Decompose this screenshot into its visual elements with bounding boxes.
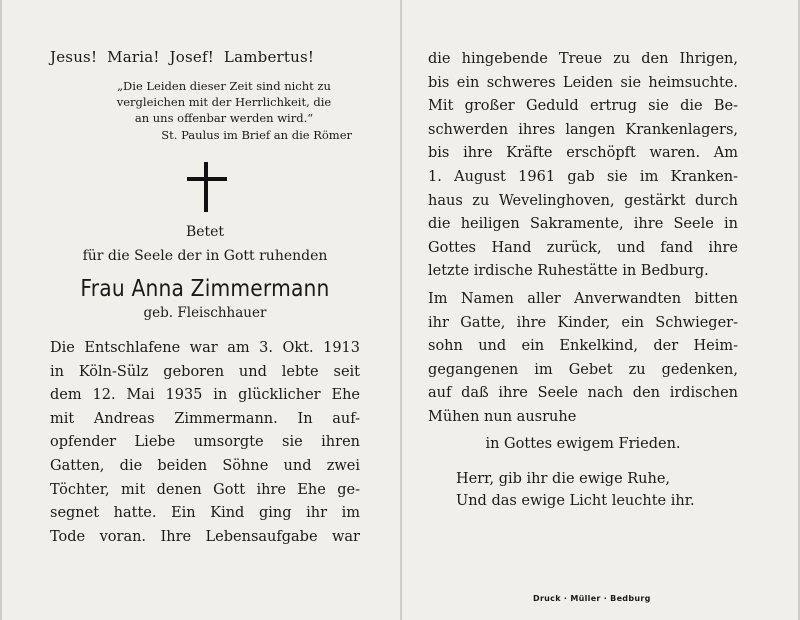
deceased-name: Frau Anna Zimmermann — [80, 276, 330, 302]
text-line: Tode voran. Ihre Lebensaufgabe war — [50, 528, 360, 545]
right-panel — [428, 48, 738, 512]
text-line: Gatten, die beiden Söhne und zwei — [50, 457, 360, 474]
text-line: segnet hatte. Ein Kind ging ihr im — [50, 505, 360, 522]
bible-quote — [50, 78, 360, 126]
text-line: gegangenen im Gebet zu gedenken, — [428, 361, 738, 378]
peace-line: in Gottes ewigem Frieden. — [485, 435, 681, 452]
text-line: schwerden ihres langen Krankenlagers, — [428, 121, 738, 138]
text-line: haus zu Wevelinghoven, gestärkt durch — [428, 192, 738, 209]
prayer-request: für die Seele der in Gott ruhenden — [82, 248, 328, 264]
text-line: bis ein schweres Leiden sie heimsuchte. — [428, 74, 738, 91]
text-line: mit Andreas Zimmermann. In auf- — [50, 410, 360, 427]
text-line: Mühen nun ausruhe — [428, 408, 577, 425]
biography-left — [50, 337, 360, 549]
family-request — [428, 288, 738, 456]
text-line: sohn und ein Enkelkind, der Heim- — [428, 338, 738, 355]
cross-icon — [50, 162, 360, 214]
text-line: letzte irdische Ruhestätte in Bedburg. — [428, 263, 709, 280]
text-line: dem 12. Mai 1935 in glücklicher Ehe — [50, 387, 360, 404]
maiden-name: geb. Fleischhauer — [143, 305, 267, 321]
invocation: Jesus! Maria! Josef! Lambertus! — [50, 48, 315, 66]
quote-line: „Die Leiden dieser Zeit sind nicht zu — [117, 79, 331, 93]
fold-line — [400, 0, 402, 620]
text-line: ihr Gatte, ihre Kinder, ein Schwieger- — [428, 314, 738, 331]
text-line: in Köln-Sülz geboren und lebte seit — [50, 363, 360, 380]
text-line: Im Namen aller Anverwandten bitten — [428, 290, 738, 307]
text-line: Gottes Hand zurück, und fand ihre — [428, 239, 738, 256]
text-line: Mit großer Geduld ertrug sie die Be- — [428, 98, 738, 115]
text-line: die hingebende Treue zu den Ihrigen, — [428, 51, 738, 67]
text-line: bis ihre Kräfte erschöpft waren. Am — [428, 145, 738, 162]
betet-heading: Betet — [185, 224, 225, 240]
quote-line: an uns offenbar werden wird.“ — [134, 111, 314, 125]
text-line: opfender Liebe umsorgte sie ihren — [50, 434, 360, 451]
text-line: die heiligen Sakramente, ihre Seele in — [428, 216, 738, 233]
left-panel — [50, 48, 360, 549]
printer-imprint: Druck · Müller · Bedburg — [533, 594, 651, 603]
quote-line: vergleichen mit der Herrlichkeit, die — [116, 95, 332, 109]
text-line: Die Entschlafene war am 3. Okt. 1913 — [50, 340, 360, 356]
text-line: 1. August 1961 gab sie im Kranken- — [428, 168, 738, 185]
text-line: Töchter, mit denen Gott ihre Ehe ge- — [50, 481, 360, 498]
card-edge-left — [0, 0, 2, 620]
closing-prayer — [428, 468, 738, 512]
quote-source: St. Paulus im Brief an die Römer — [161, 128, 352, 142]
prayer-line: Und das ewige Licht leuchte ihr. — [456, 493, 695, 510]
biography-right — [428, 48, 738, 284]
text-line: auf daß ihre Seele nach den irdischen — [428, 385, 738, 402]
prayer-line: Herr, gib ihr die ewige Ruhe, — [456, 471, 671, 488]
